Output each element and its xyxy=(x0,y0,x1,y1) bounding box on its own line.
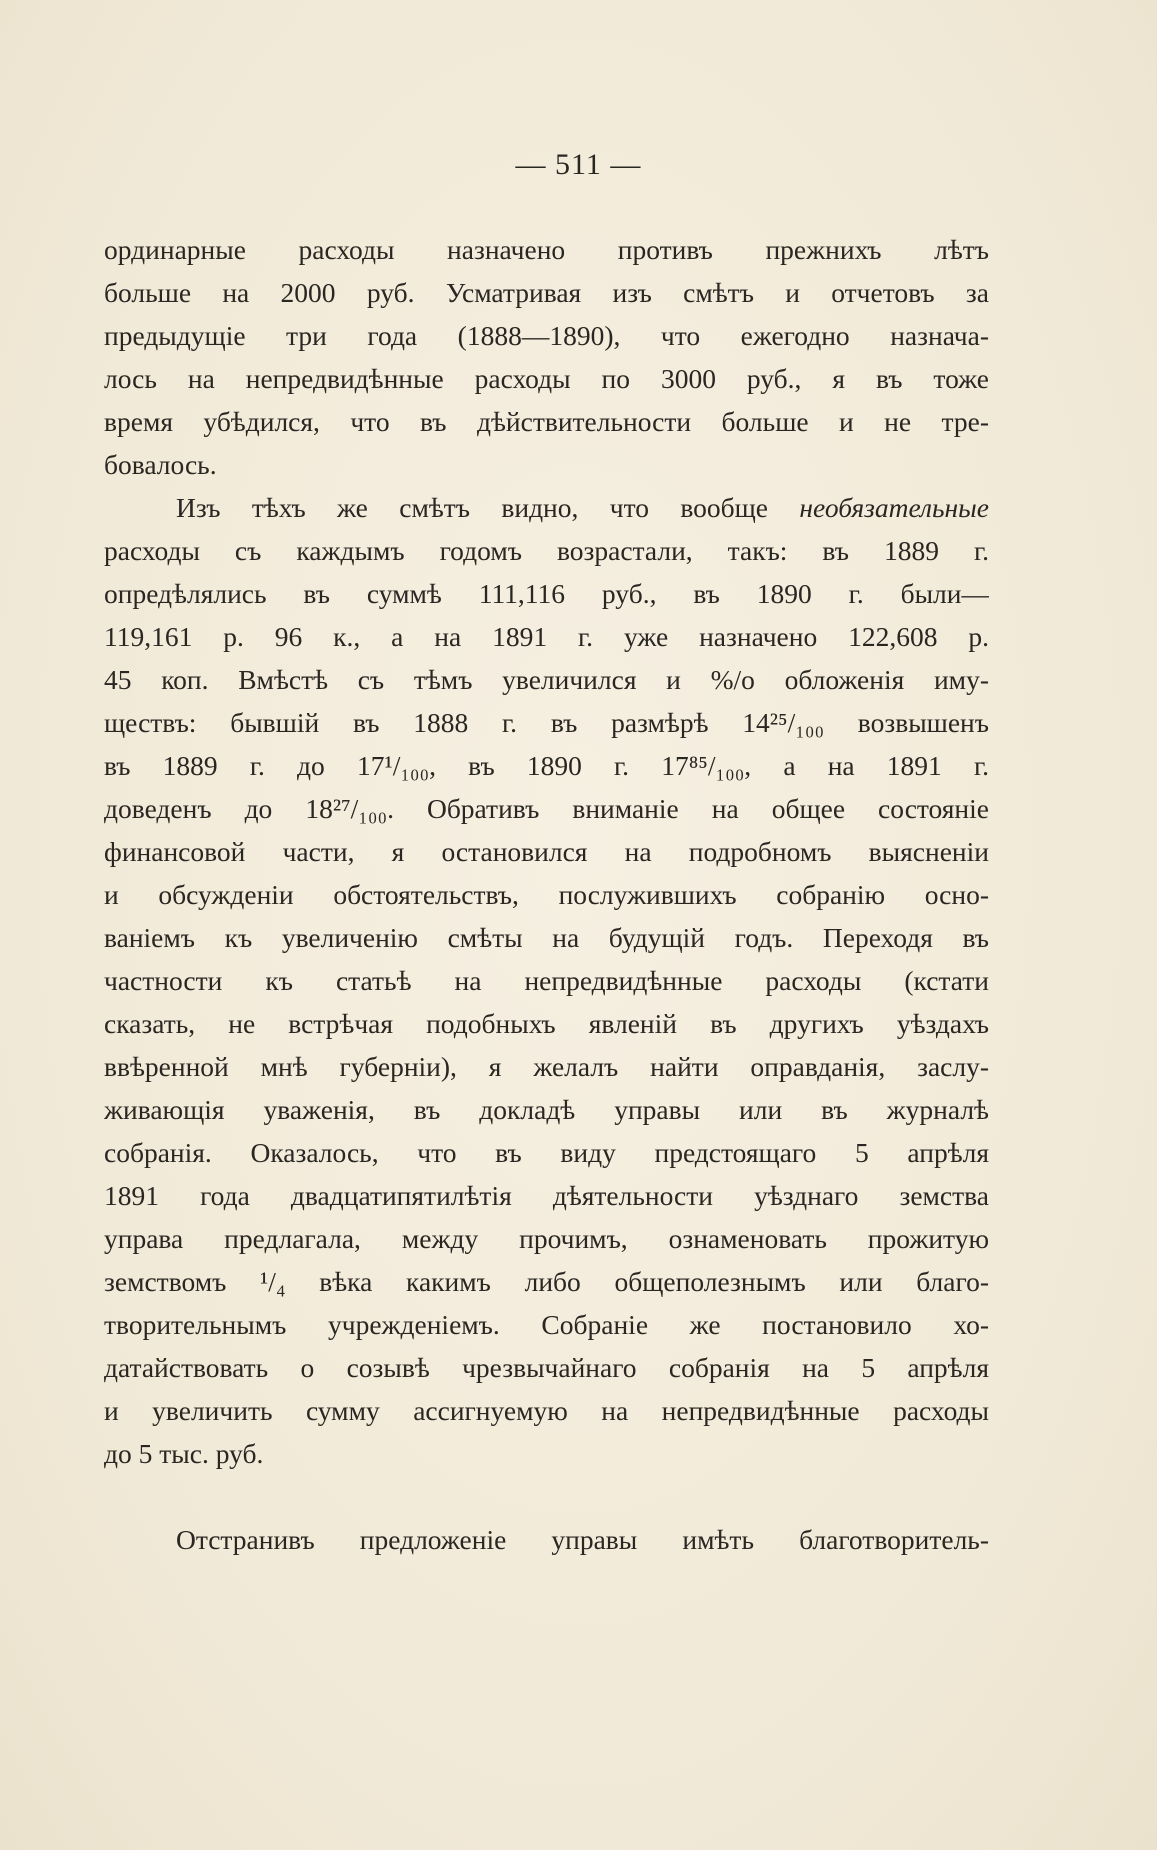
paragraph-gap xyxy=(104,1475,989,1518)
text-line: ввѣренной мнѣ губерніи), я желалъ найти оправданія, заслу- xyxy=(104,1051,989,1082)
text-line: и увеличить сумму ассигнуемую на непредвидѣнные расходы xyxy=(104,1395,989,1426)
text-line: больше на 2000 руб. Усматривая изъ смѣтъ и отчетовъ за xyxy=(104,277,989,308)
body-text xyxy=(104,228,989,1561)
paragraph-start-line xyxy=(104,486,989,529)
text-line: время убѣдился, что въ дѣйствительности больше и не тре- xyxy=(104,406,989,437)
text-line-start: Изъ тѣхъ же смѣтъ видно, что вообще xyxy=(176,492,769,523)
text-line: управа предлагала, между прочимъ, ознаменовать прожитую xyxy=(104,1223,989,1254)
text-line: предыдущіе три года (1888—1890), что ежегодно назнача- xyxy=(104,320,989,351)
text-line: расходы съ каждымъ годомъ возрастали, такъ: въ 1889 г. xyxy=(104,535,989,566)
text-line: частности къ статьѣ на непредвидѣнные расходы (кстати xyxy=(104,965,989,996)
text-line: творительнымъ учрежденіемъ. Собраніе же постановило хо- xyxy=(104,1309,989,1340)
text-line: бовалось. xyxy=(104,449,217,480)
text-line: 45 коп. Вмѣстѣ съ тѣмъ увеличился и %/o обложенія иму- xyxy=(104,664,989,695)
text-line: ществъ: бывшій въ 1888 г. въ размѣрѣ 14²⁵/₁₀₀ возвышенъ xyxy=(104,707,989,738)
text-line: собранія. Оказалось, что въ виду предстоящаго 5 апрѣля xyxy=(104,1137,989,1168)
text-line: живающія уваженія, въ докладѣ управы или въ журналѣ xyxy=(104,1094,989,1125)
text-line: сказать, не встрѣчая подобныхъ явленій въ другихъ уѣздахъ xyxy=(104,1008,989,1039)
text-line: 119,161 р. 96 к., а на 1891 г. уже назначено 122,608 р. xyxy=(104,621,989,652)
text-line: доведенъ до 18²⁷/₁₀₀. Обративъ вниманіе на общее состояніе xyxy=(104,793,989,824)
text-line: земствомъ ¹/₄ вѣка какимъ либо общеполезнымъ или благо- xyxy=(104,1266,989,1297)
page-number: — 511 — xyxy=(515,148,642,181)
text-line: до 5 тыс. руб. xyxy=(104,1438,264,1469)
text-line: и обсужденіи обстоятельствъ, послужившихъ собранію осно- xyxy=(104,879,989,910)
text-line: опредѣлялись въ суммѣ 111,116 руб., въ 1890 г. были— xyxy=(104,578,989,609)
text-line: въ 1889 г. до 17¹/₁₀₀, въ 1890 г. 17⁸⁵/₁₀₀, а на 1891 г. xyxy=(104,750,989,781)
text-line: датайствовать о созывѣ чрезвычайнаго собранія на 5 апрѣля xyxy=(104,1352,989,1383)
text-line: 1891 года двадцатипятилѣтія дѣятельности уѣзднаго земства xyxy=(104,1180,989,1211)
text-line: финансовой части, я остановился на подробномъ выясненіи xyxy=(104,836,989,867)
text-line: ординарные расходы назначено противъ прежнихъ лѣтъ xyxy=(104,234,989,265)
italic-emphasis: необязательные xyxy=(799,492,989,523)
text-line: Отстранивъ предложеніе управы имѣть благотворитель- xyxy=(176,1524,989,1555)
text-line: ваніемъ къ увеличенію смѣты на будущій годъ. Переходя въ xyxy=(104,922,989,953)
text-line: лось на непредвидѣнные расходы по 3000 руб., я въ тоже xyxy=(104,363,989,394)
